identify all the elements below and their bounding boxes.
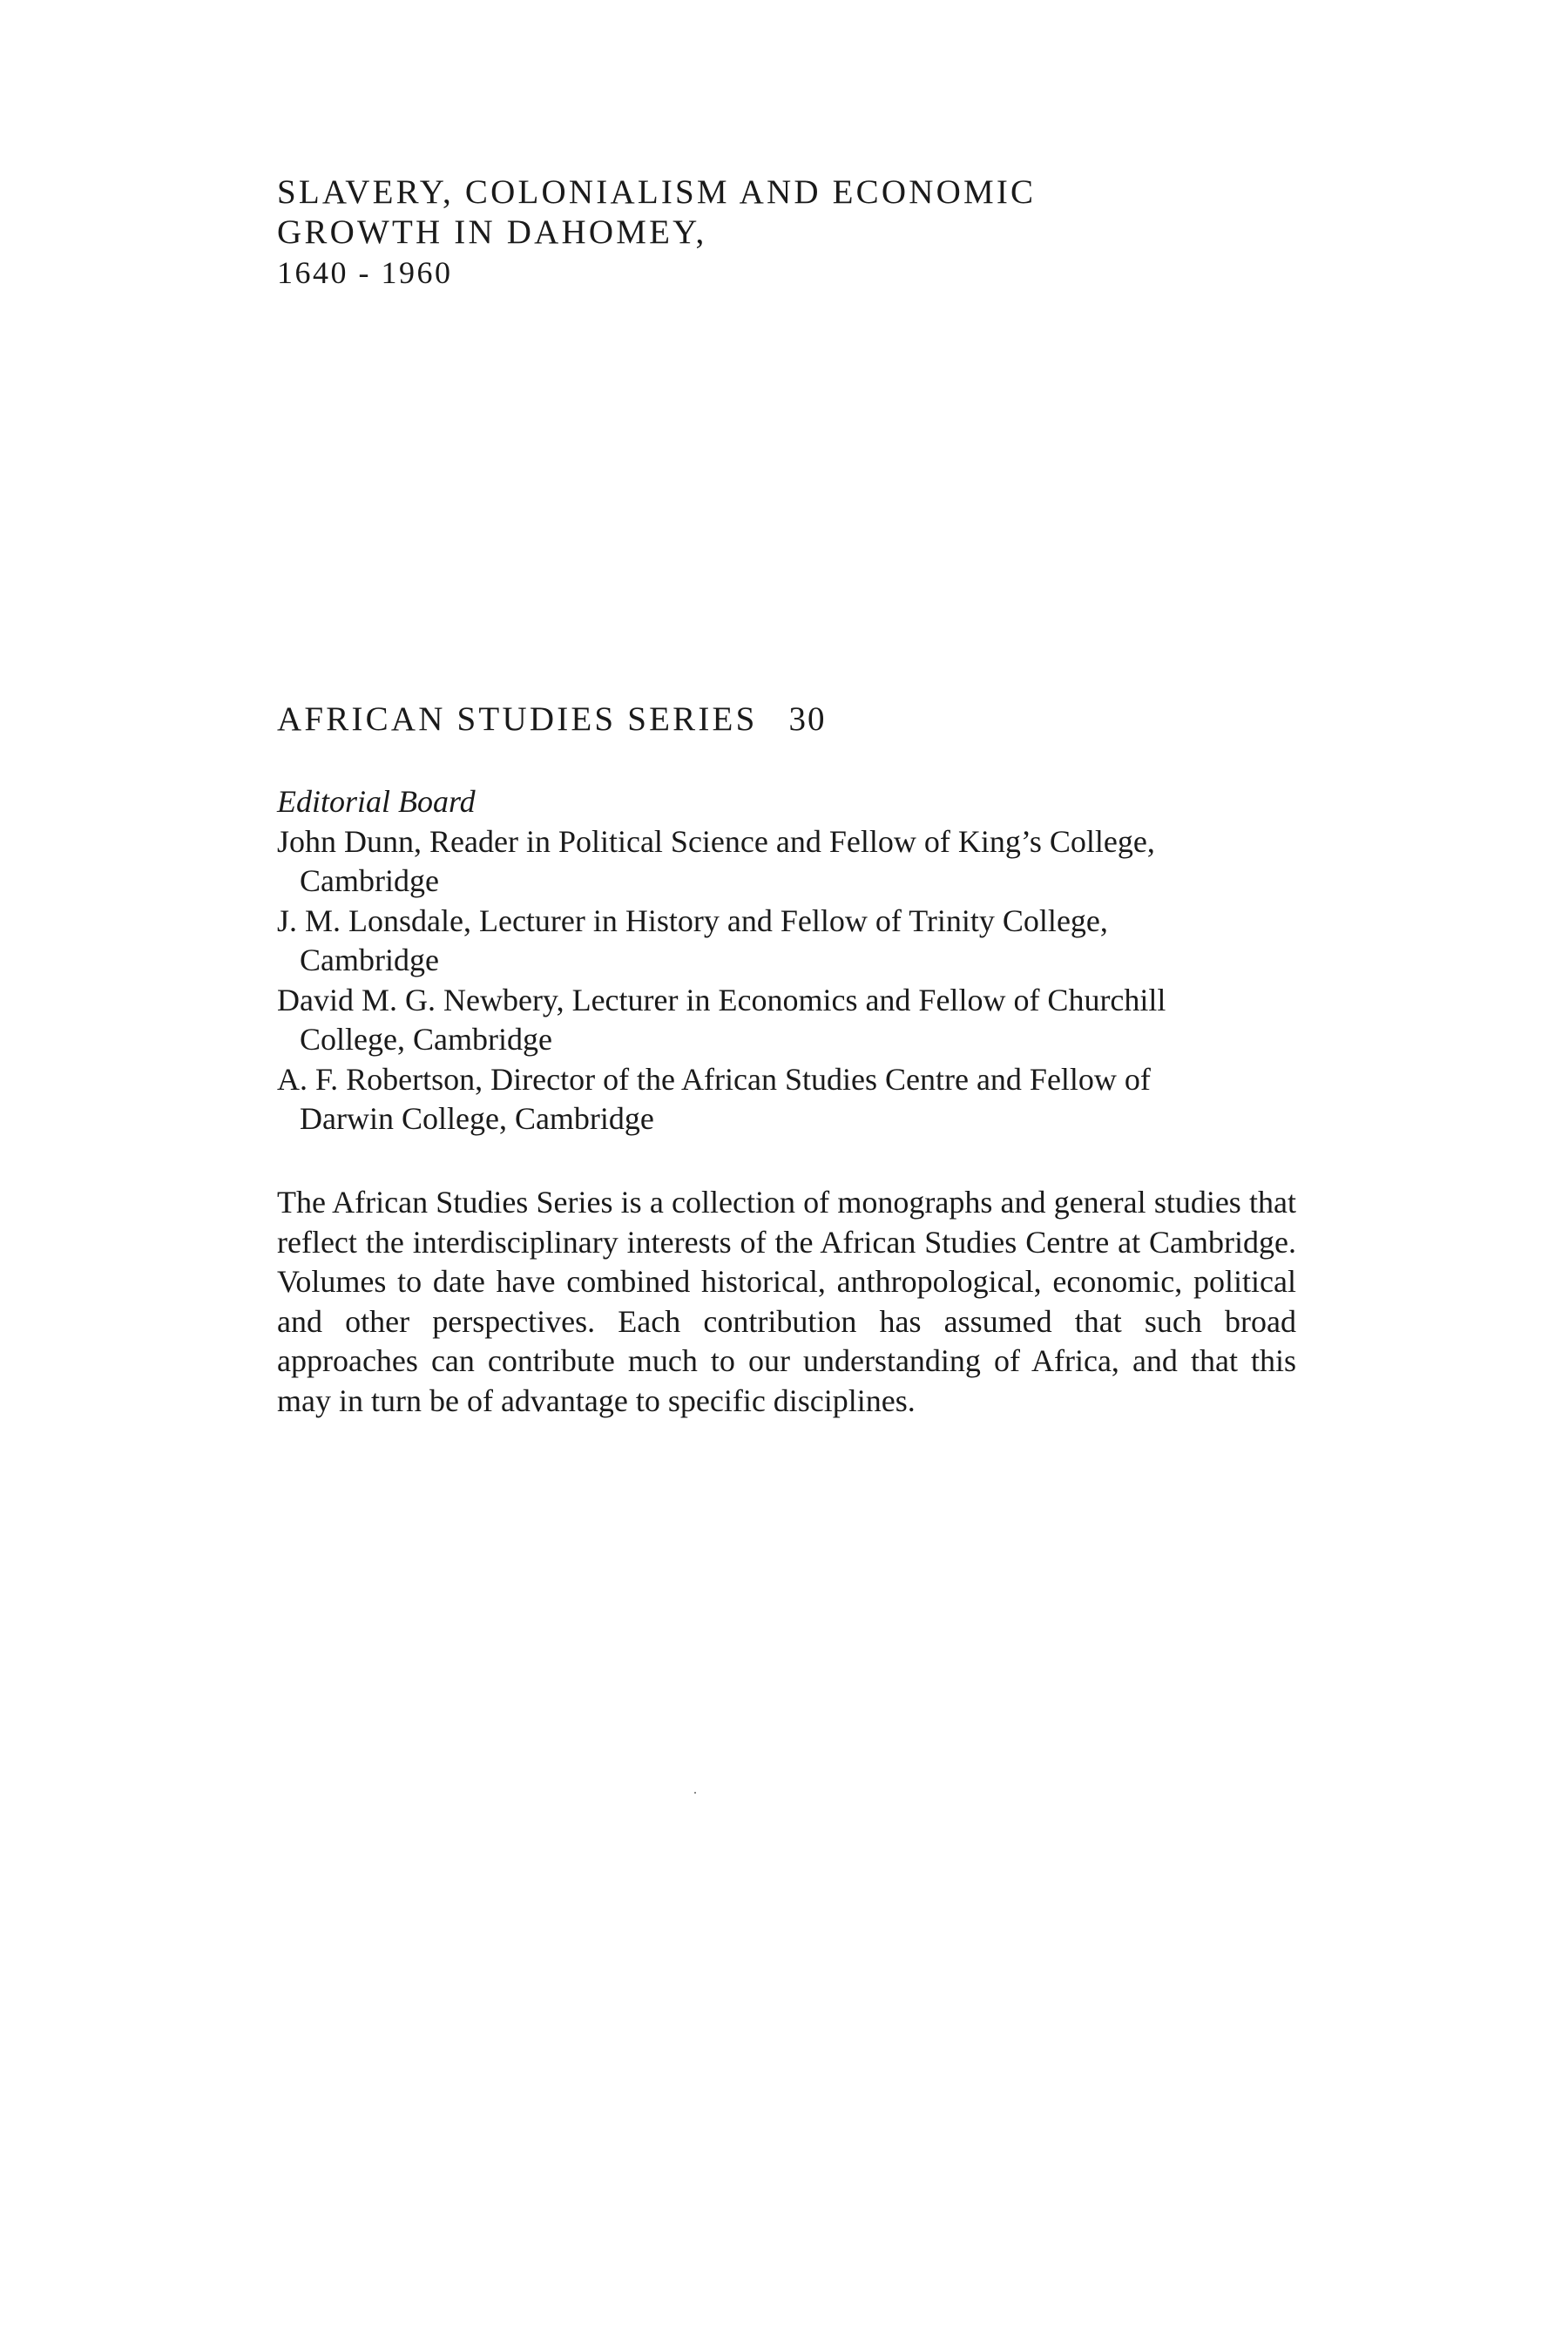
title-line-1: SLAVERY, COLONIALISM AND ECONOMIC <box>277 173 1037 211</box>
series-heading <box>277 700 826 740</box>
print-speck <box>694 1792 696 1794</box>
title-line-2: GROWTH IN DAHOMEY, <box>277 213 707 251</box>
series-number: 30 <box>788 700 827 738</box>
title-years: 1640 - 1960 <box>277 255 453 290</box>
board-member: David M. G. Newbery, Lecturer in Economics and Fellow of Churchill College, Cambridge <box>277 982 1166 1057</box>
board-member: A. F. Robertson, Director of the African Studies Centre and Fellow of Darwin College, Cambridge <box>277 1061 1151 1136</box>
series-name: AFRICAN STUDIES SERIES <box>277 700 758 738</box>
editorial-board-heading: Editorial Board <box>277 784 476 819</box>
series-description: The African Studies Series is a collection of monographs and general studies that reflect the interdisciplinary interests of the African Studies Centre at Cambridge. Volumes to date have combined historical, anthropological, economic, political and other perspectives. Each contribution has assumed that such broad approaches can contribute much to our understanding of Africa, and that this may in turn be of advantage to specific disciplines. <box>277 1185 1296 1418</box>
board-member: John Dunn, Reader in Political Science and Fellow of King’s College, Cambridge <box>277 823 1155 898</box>
board-member: J. M. Lonsdale, Lecturer in History and Fellow of Trinity College, Cambridge <box>277 902 1108 977</box>
editorial-board <box>277 782 1409 1139</box>
book-title <box>277 172 1409 293</box>
